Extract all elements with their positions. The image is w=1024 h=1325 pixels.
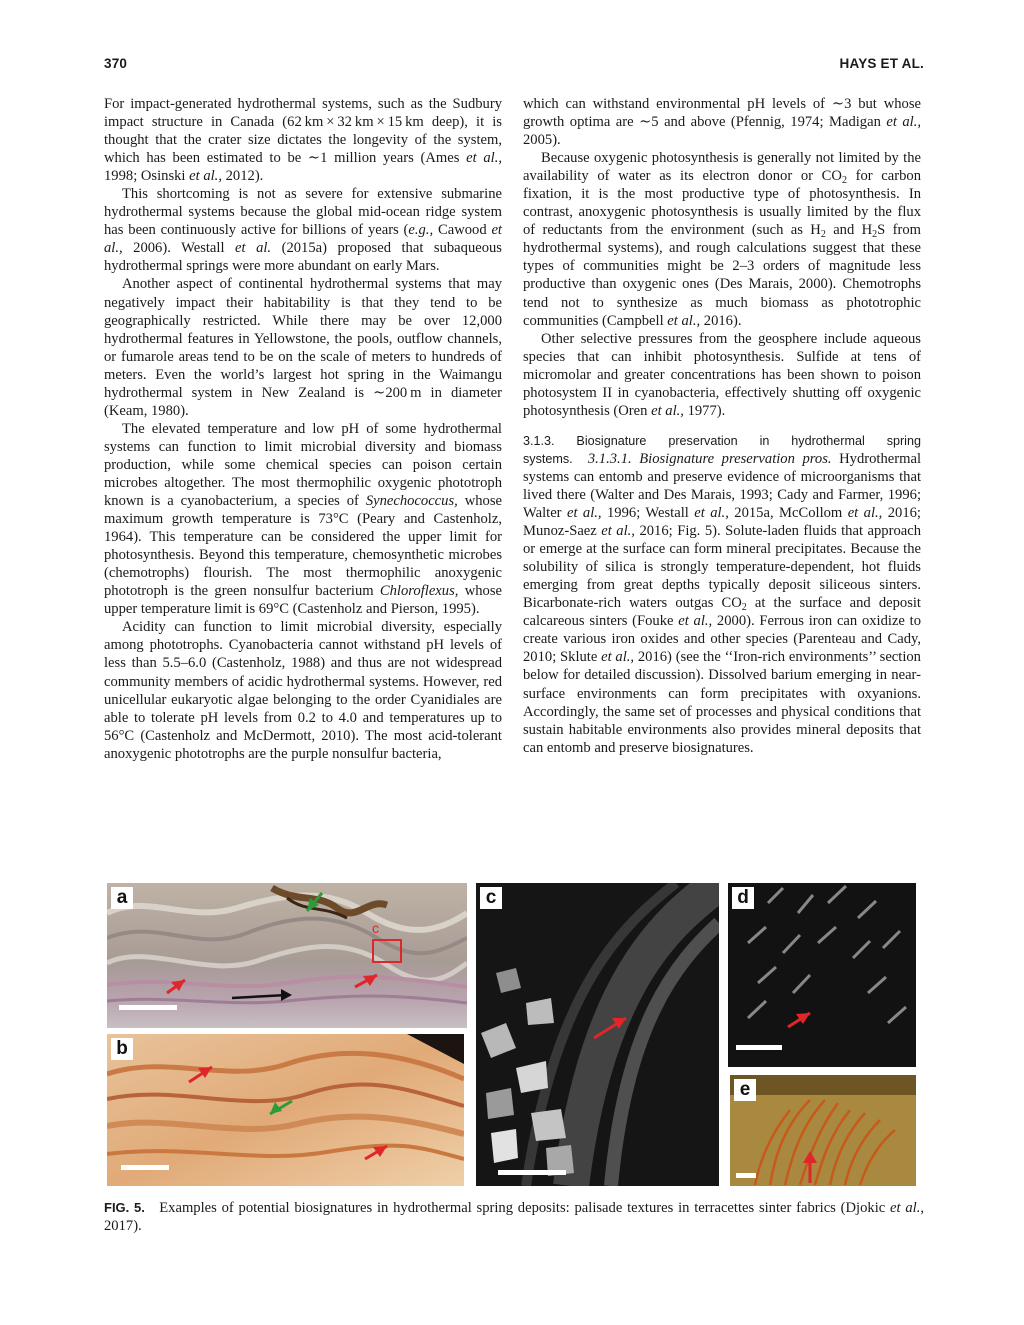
thin-section-photo (476, 883, 719, 1186)
scale-bar (119, 1005, 177, 1010)
right-column (523, 95, 921, 757)
paragraph: Because oxygenic photosynthesis is generally not limited by the availability of water as its electron donor or $CO_2$ for carbon fixation, it is the most productive type of photosynthesis. In contrast, anoxygenic photosynthesis is usually limited by the flux of reductants from the environment (such as $H_2$ and $H_2S$ from hydrothermal systems), and rough calculations suggest that these types of communities might be 2–3 orders of magnitude less productive than oxygenic ones (Des Marais, 2000). Chemotrophs tend not to synthesize as much biomass as phototrophic communities (Campbell et al., 2016). (523, 150, 921, 329)
section-heading: 3.1.3. Biosignature preservation in hydrothermal spring systems. (523, 433, 921, 466)
paragraph: Acidity can function to limit microbial diversity, especially among phototrophs. Cyanobacteria cannot withstand pH levels of less than 5.5–6.0 (Castenholz, 1988) and thus are not widespread community members of acidic hydrothermal systems. However, red unicellular eukaryotic algae belonging to the order Cyanidiales are able to tolerate pH levels from 0.2 to 4.0 and temperatures up to 56°C (Castenholz and McDermott, 2010). The most acid-tolerant anoxygenic phototrophs are the purple nonsulfur bacteria, (104, 619, 502, 762)
page-number: 370 (104, 56, 128, 71)
figure-label: FIG. 5. (104, 1200, 145, 1215)
scale-bar (498, 1170, 566, 1175)
panel-label-e: e (734, 1079, 756, 1101)
inset-label: c (372, 920, 379, 936)
paragraph: which can withstand environmental pH levels of ∼3 but whose growth optima are ∼5 and above (Pfennig, 1974; Madigan et al., 2005). (523, 96, 921, 149)
paragraph: Another aspect of continental hydrothermal systems that may negatively impact their habitability is that they tend to be geographically restricted. While there may be over 12,000 hydrothermal features in Yellowstone, the pools, outflow channels, or fumarole areas tend to be on the scale of meters to hundreds of meters. Even the world’s largest hot spring in the Waimangu hydrothermal system in New Zealand is ∼200 m in diameter (Keam, 1980). (104, 276, 502, 419)
panel-label-a: a (111, 887, 133, 909)
subsection-heading: 3.1.3.1. Biosignature preservation pros. (587, 450, 832, 467)
scale-bar (736, 1173, 756, 1178)
paragraph: This shortcoming is not as severe for extensive submarine hydrothermal systems because the global mid-ocean ridge system has been continuously active for billions of years (e.g., Cawood et al., 2006). Westall et al. (2015a) proposed that subaqueous hydrothermal springs were more abundant on early Mars. (104, 186, 502, 275)
palisade-filament-photo (730, 1075, 916, 1186)
sinter-orange-photo (107, 1034, 464, 1186)
scale-bar (121, 1165, 169, 1170)
figure-panel-d (728, 883, 916, 1067)
panel-label-c: c (480, 887, 502, 909)
paragraph: Other selective pressures from the geosphere include aqueous species that can inhibit photosynthesis. Sulfide at tens of micromolar and greater concentrations has been shown to poison photosystem II in cyanobacteria, effectively shutting off oxygenic photosynthesis (Oren et al., 1977). (523, 330, 921, 419)
figure-panel-c (476, 883, 719, 1186)
left-column (104, 95, 502, 763)
figure-panel-e (730, 1075, 916, 1186)
running-head: HAYS ET AL. (839, 56, 924, 71)
figure-caption: FIG. 5. Examples of potential biosignatures in hydrothermal spring deposits: palisade textures in terracettes sinter fabrics (Djokic et al., 2017). (104, 1200, 925, 1234)
filament-micrograph (728, 883, 916, 1067)
figure-panel-b (107, 1034, 464, 1186)
paragraph: The elevated temperature and low pH of some hydrothermal systems can function to limit microbial diversity and biomass production, while some chemical species can poison certain microbes altogether. The most thermophilic oxygenic phototroph known is a cyanobacterium, a species of Synechococcus, whose maximum growth temperature is 73°C (Peary and Castenholz, 1964). This temperature can be considered the upper limit for photosynthesis. Beyond this temperature, chemosynthetic microbes (chemotrophs) flourish. The most thermophilic anoxygenic phototroph is the green nonsulfur bacterium Chloroflexus, whose upper temperature limit is 69°C (Castenholz and Pierson, 1995). (104, 420, 502, 618)
section-paragraph: 3.1.3. Biosignature preservation in hydrothermal spring systems. 3.1.3.1. Biosignature preservation pros. Hydrothermal systems can entomb and preserve evidence of microorganisms that lived there (Walter and Des Marais, 1993; Cady and Farmer, 1996; Walter et al., 1996; Westall et al., 2015a, McCollom et al., 2016; Munoz-Saez et al., 2016; Fig. 5). Solute-laden fluids that approach or emerge at the surface can form mineral precipitates. Because the solubility of silica is strongly temperature-dependent, hot fluids emerging from great depths typically deposit siliceous sinters. Bicarbonate-rich waters outgas $CO_2$ at the surface and deposit calcareous sinters (Fouke et al., 2000). Ferrous iron can oxidize to create various iron oxides and other species (Parenteau and Cady, 2010; Sklute et al., 2016) (see the ‘‘Iron-rich environments’’ section below for detailed discussion). Dissolved barium emerging in near-surface environments can form precipitates with oxyanions. Accordingly, the same set of processes and physical conditions that sustain habitable environments also provides mineral deposits that can entomb and preserve biosignatures. (523, 433, 921, 756)
panel-label-b: b (111, 1038, 133, 1060)
paragraph: For impact-generated hydrothermal systems, such as the Sudbury impact structure in Canada (62 km × 32 km × 15 km deep), it is thought that the crater size dictates the longevity of the system, which has been estimated to be ∼1 million years (Ames et al., 1998; Osinski et al., 2012). (104, 96, 502, 185)
panel-label-d: d (732, 887, 754, 909)
figure-panel-a (107, 883, 467, 1028)
scale-bar (736, 1045, 782, 1050)
